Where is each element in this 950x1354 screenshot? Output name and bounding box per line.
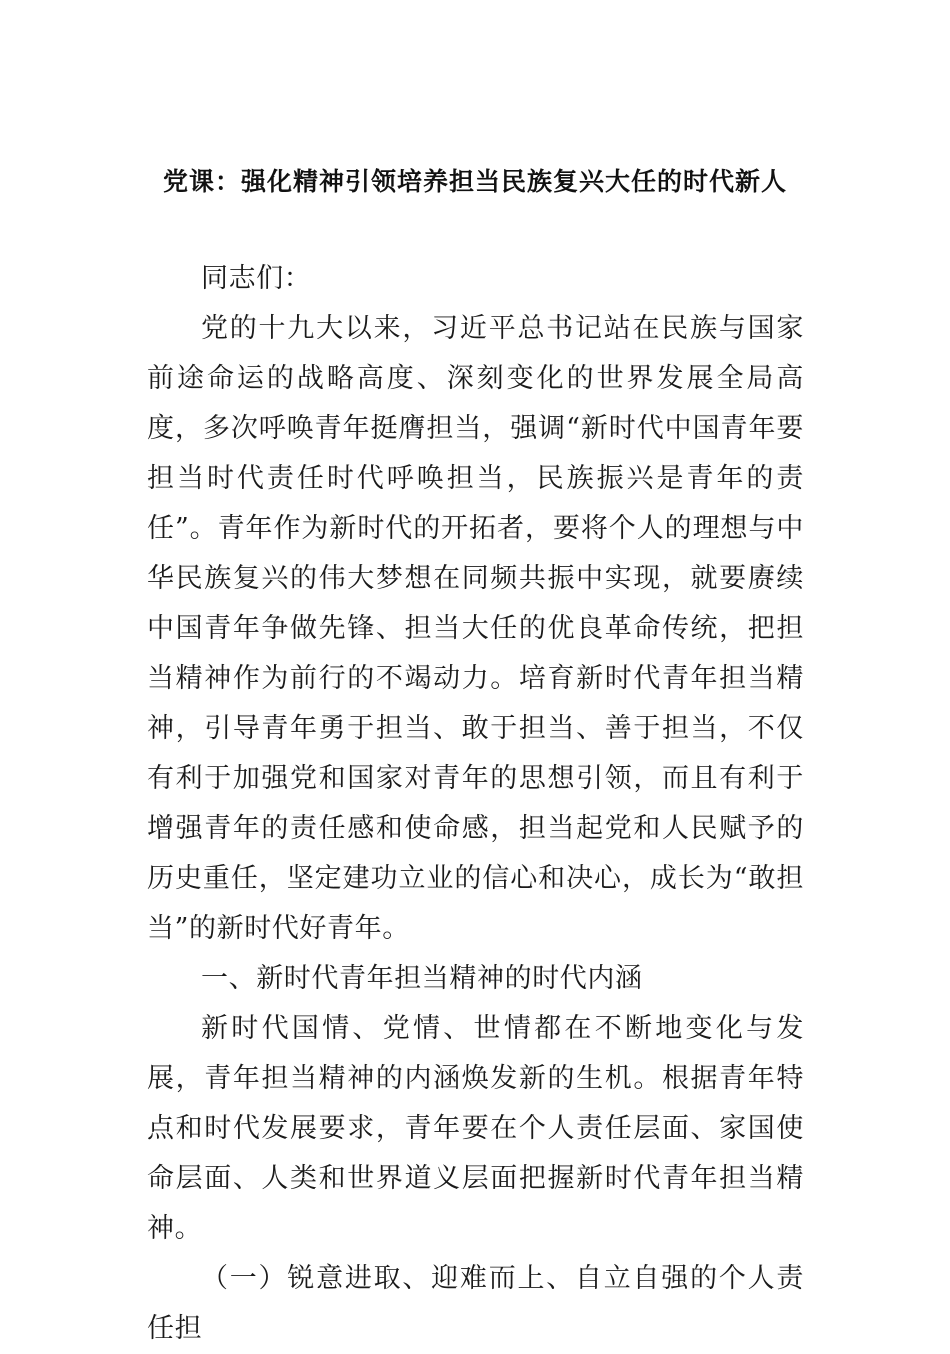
subsection-heading: （一）锐意进取、迎难而上、自立自强的个人责任担 [147,1263,804,1344]
intro-paragraph: 党的十九大以来，习近平总书记站在民族与国家前途命运的战略高度、深刻变化的世界发展全局高度，多次呼唤青年挺膺担当，强调“新时代中国青年要担当时代责任时代呼唤担当，民族振兴是青年的责任”。青年作为新时代的开拓者，要将个人的理想与中华民族复兴的伟大梦想在同频共振中实现，就要赓续中国青年争做先锋、担当大任的优良革命传统，把担当精神作为前行的不竭动力。培育新时代青年担当精神，引导青年勇于担当、敢于担当、善于担当，不仅有利于加强党和国家对青年的思想引领，而且有利于增强青年的责任感和使命感，担当起党和人民赋予的历史重任，坚定建功立业的信心和决心，成长为“敢担当”的新时代好青年。 [147,313,804,944]
document-body [147,254,804,1354]
section-heading: 一、新时代青年担当精神的时代内涵 [201,963,643,994]
section-paragraph: 新时代国情、党情、世情都在不断地变化与发展，青年担当精神的内涵焕发新的生机。根据青年特点和时代发展要求，青年要在个人责任层面、家国使命层面、人类和世界道义层面把握新时代青年担当精神。 [147,1013,804,1244]
salutation-paragraph: 同志们： [201,263,312,294]
document-title: 党课：强化精神引领培养担当民族复兴大任的时代新人 [162,167,787,196]
